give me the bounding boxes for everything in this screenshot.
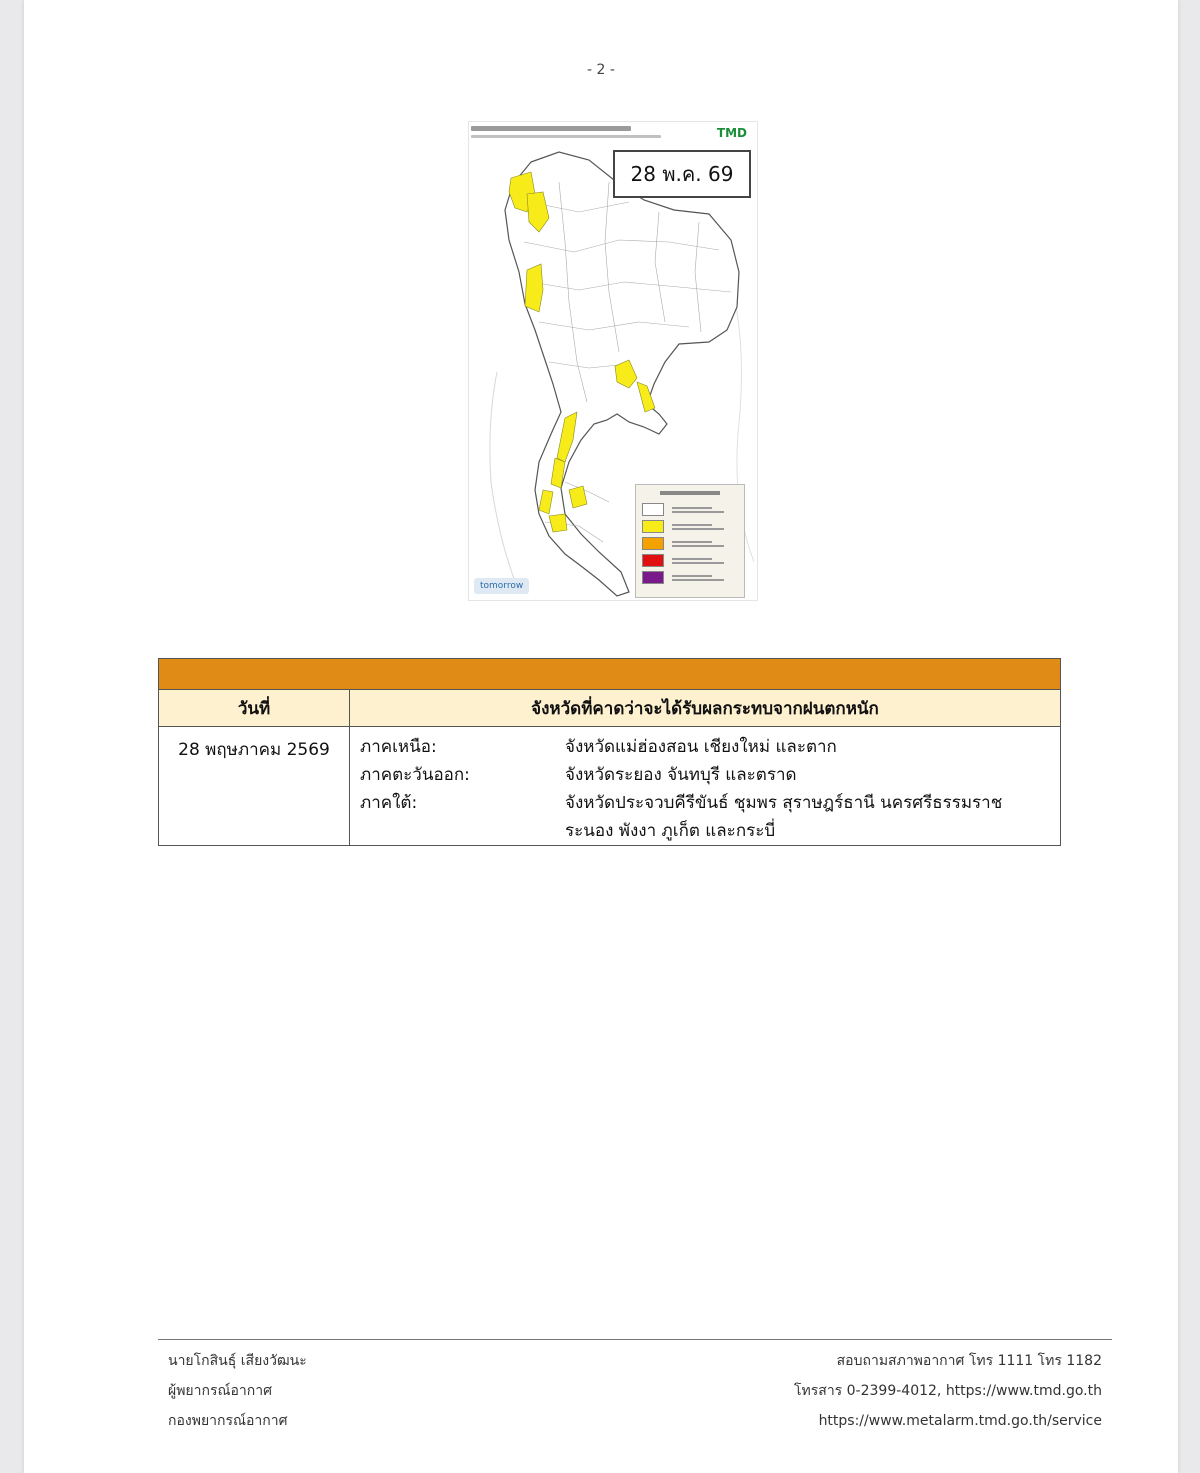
- column-header-provinces: จังหวัดที่คาดว่าจะได้รับผลกระทบจากฝนตกหนัก: [350, 690, 1061, 727]
- contact-fax-website[interactable]: โทรสาร 0-2399-4012, https://www.tmd.go.th: [794, 1383, 1102, 1399]
- region-provinces: จังหวัดระยอง จันทบุรี และตราด: [565, 765, 797, 785]
- legend-swatch-yellow: [642, 520, 664, 533]
- legend-item: [636, 569, 744, 586]
- region-row-south-continued: [360, 817, 1050, 845]
- document-page: [24, 0, 1178, 1473]
- page-number: - 2 -: [587, 62, 615, 78]
- legend-item: [636, 552, 744, 569]
- forecaster-title: ผู้พยากรณ์อากาศ: [168, 1383, 272, 1399]
- table-header-band: [159, 659, 1061, 690]
- table-row: [159, 727, 1061, 846]
- forecaster-name: นายโกสินธุ์ เสียงวัฒนะ: [168, 1353, 307, 1369]
- region-name: ภาคใต้:: [360, 793, 418, 813]
- tmd-logo: TMD: [716, 126, 747, 140]
- legend-swatch-white: [642, 503, 664, 516]
- table-column-headers: [159, 690, 1061, 727]
- column-header-date: วันที่: [159, 690, 350, 727]
- heavy-rain-map: [468, 121, 758, 601]
- forecast-date: 28 พฤษภาคม 2569: [159, 727, 350, 846]
- legend-swatch-red: [642, 554, 664, 567]
- forecast-regions-cell: [350, 727, 1061, 846]
- region-row-south: [360, 789, 1050, 817]
- region-provinces: ระนอง พังงา ภูเก็ต และกระบี่: [565, 821, 776, 841]
- region-name: [360, 817, 565, 845]
- region-provinces: จังหวัดแม่ฮ่องสอน เชียงใหม่ และตาก: [565, 737, 837, 757]
- region-row-east: [360, 761, 1050, 789]
- forecaster-division: กองพยากรณ์อากาศ: [168, 1413, 288, 1429]
- forecast-table: [158, 658, 1060, 846]
- contact-phone: สอบถามสภาพอากาศ โทร 1111 โทร 1182: [836, 1353, 1102, 1369]
- footer-signature: [168, 1346, 307, 1436]
- map-legend: [635, 484, 745, 598]
- legend-item: [636, 518, 744, 535]
- footer-divider: [158, 1339, 1112, 1340]
- map-date-label: 28 พ.ค. 69: [613, 150, 751, 198]
- region-row-north: [360, 733, 1050, 761]
- legend-swatch-purple: [642, 571, 664, 584]
- footer-contact: [794, 1346, 1102, 1436]
- region-name: ภาคตะวันออก:: [360, 765, 470, 785]
- region-provinces: จังหวัดประจวบคีรีขันธ์ ชุมพร สุราษฎร์ธานี นครศรีธรรมราช: [565, 793, 1003, 813]
- legend-item: [636, 535, 744, 552]
- tomorrow-logo: tomorrow: [474, 578, 529, 594]
- legend-item: [636, 501, 744, 518]
- region-name: ภาคเหนือ:: [360, 737, 437, 757]
- contact-service-link[interactable]: https://www.metalarm.tmd.go.th/service: [818, 1413, 1102, 1429]
- legend-swatch-orange: [642, 537, 664, 550]
